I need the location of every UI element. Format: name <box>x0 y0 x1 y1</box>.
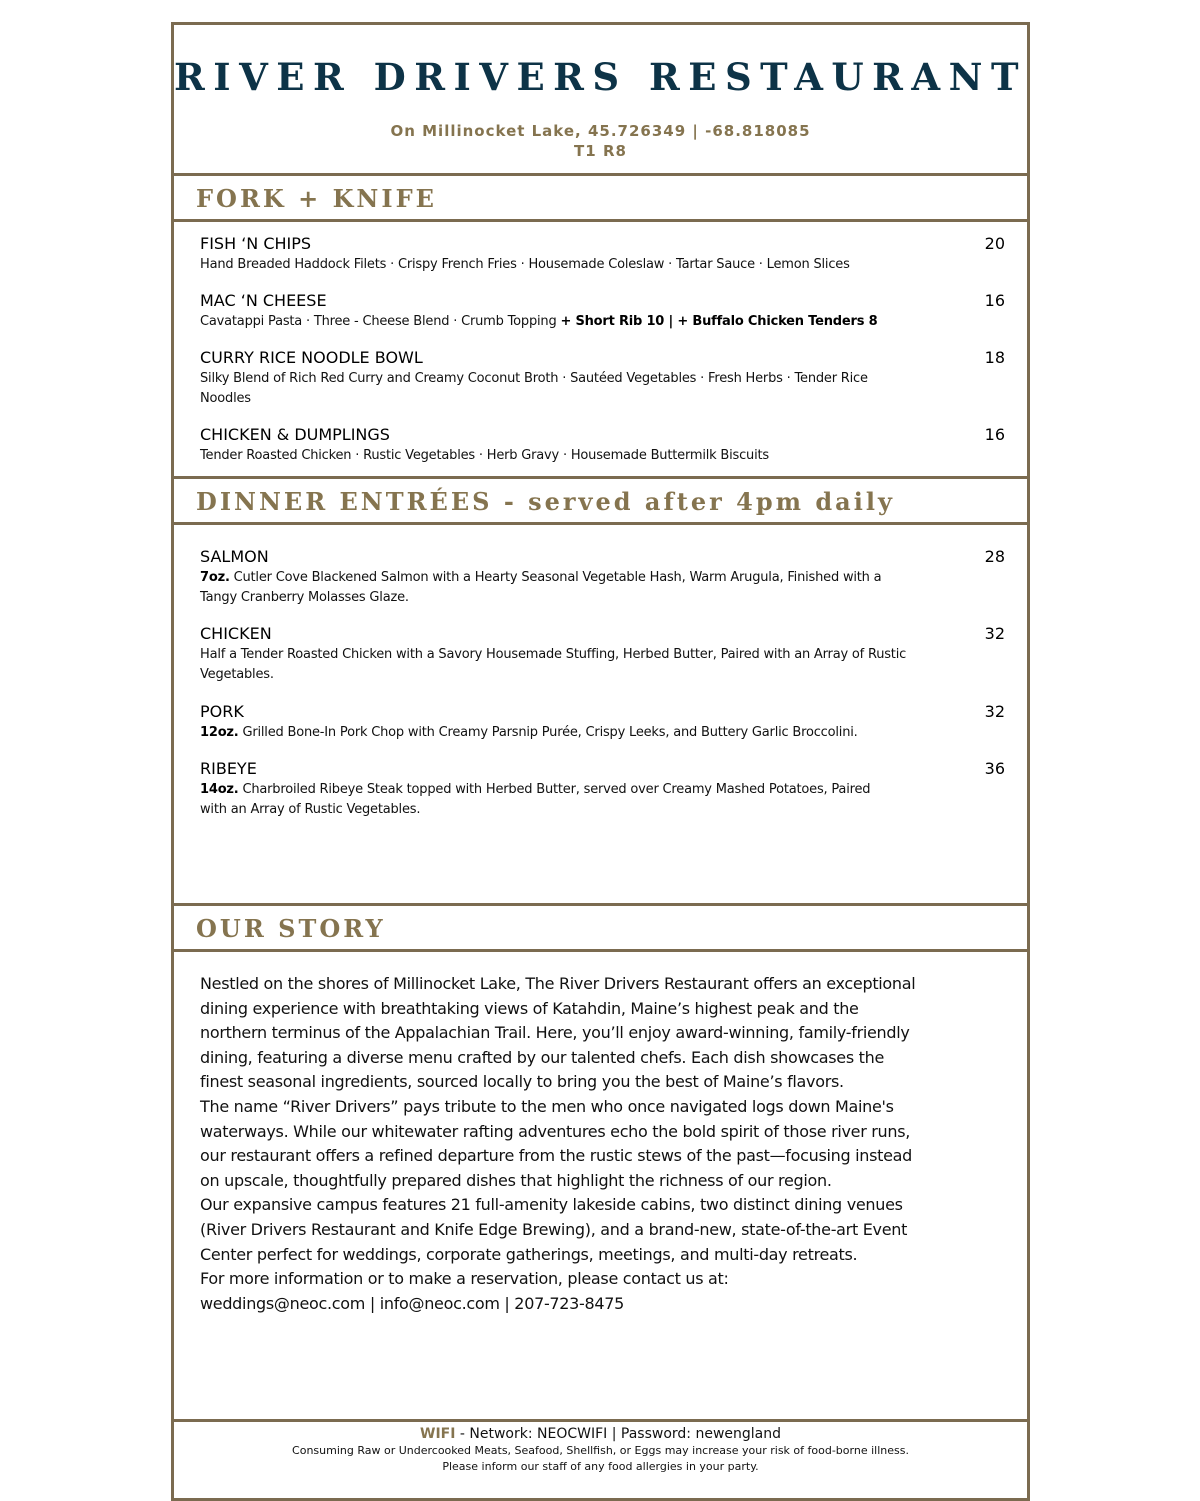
item-add-ons: + Short Rib 10 | + Buffalo Chicken Tenders 8 <box>560 314 878 329</box>
item-name: MAC ‘N CHEESE <box>200 291 327 310</box>
section-header-dinner-entrees <box>174 476 1027 525</box>
section-header-our-story <box>174 903 1027 952</box>
section-title: DINNER ENTRÉES - served after 4pm daily <box>196 487 895 516</box>
item-description <box>200 780 890 820</box>
item-description <box>200 723 960 743</box>
item-description: Hand Breaded Haddock Filets · Crispy French Fries · Housemade Coleslaw · Tartar Sauce · Lemon Slices <box>200 257 850 272</box>
menu-item <box>200 348 1005 409</box>
item-name: FISH ‘N CHIPS <box>200 234 312 253</box>
menu-item <box>200 291 1005 332</box>
item-description: Half a Tender Roasted Chicken with a Savory Housemade Stuffing, Herbed Butter, Paired with an Array of Rustic Vegetables. <box>200 647 907 682</box>
item-name: SALMON <box>200 547 269 566</box>
item-weight: 12oz. <box>200 725 239 740</box>
item-price: 28 <box>984 547 1005 566</box>
allergy-notice: Please inform our staff of any food allergies in your party. <box>442 1460 759 1473</box>
story-paragraph: Nestled on the shores of Millinocket Lake, The River Drivers Restaurant offers an exceptional dining experience with breathtaking views of Katahdin, Maine’s highest peak and the northern terminus of the Appalachian Trail. Here, you’ll enjoy award-winning, family-friendly dining, featuring a diverse menu crafted by our talented chefs. Each dish showcases the finest seasonal ingredients, sourced locally to bring you the best of Maine’s flavors. <box>200 974 916 1092</box>
menu-item <box>200 624 1005 685</box>
menu-item <box>200 547 1005 608</box>
item-description <box>200 312 960 332</box>
menu-header <box>174 25 1027 173</box>
wifi-credentials: - Network: NEOCWIFI | Password: newengland <box>455 1426 781 1442</box>
restaurant-title: RIVER DRIVERS RESTAURANT <box>174 55 1027 99</box>
menu-footer <box>174 1419 1027 1501</box>
story-paragraph: Our expansive campus features 21 full-amenity lakeside cabins, two distinct dining venues (River Drivers Restaurant and Knife Edge Brewing), and a brand-new, state-of-the-art Event Center perfect for weddings, corporate gatherings, meetings, and multi-day retreats. <box>200 1195 908 1264</box>
menu-item <box>200 234 1005 275</box>
item-weight: 7oz. <box>200 570 230 585</box>
section-title: OUR STORY <box>196 914 386 943</box>
menu-item <box>200 759 1005 820</box>
story-paragraph: The name “River Drivers” pays tribute to the men who once navigated logs down Maine's waterways. While our whitewater rafting adventures echo the bold spirit of those river runs, our restaurant offers a refined departure from the rustic stews of the past—focusing instead on upscale, thoughtfully prepared dishes that highlight the richness of our region. <box>200 1096 913 1190</box>
item-name: PORK <box>200 702 244 721</box>
dinner-items <box>174 525 1027 903</box>
section-title: FORK + KNIFE <box>196 184 437 213</box>
item-price: 36 <box>984 759 1005 778</box>
township-line: T1 R8 <box>574 142 627 160</box>
item-price: 16 <box>984 425 1005 444</box>
menu-item <box>200 425 1005 466</box>
item-description <box>200 568 915 608</box>
item-description-text: Cavatappi Pasta · Three - Cheese Blend · Crumb Topping <box>200 314 561 329</box>
item-price: 18 <box>984 348 1005 367</box>
food-safety-disclaimer: Consuming Raw or Undercooked Meats, Seafood, Shellfish, or Eggs may increase your risk of food-borne illness. <box>292 1444 909 1457</box>
item-price: 32 <box>984 624 1005 643</box>
menu-page <box>171 22 1030 1501</box>
item-weight: 14oz. <box>200 782 239 797</box>
fork-knife-items <box>174 222 1027 476</box>
item-name: CHICKEN <box>200 624 272 643</box>
item-description-text: Cutler Cove Blackened Salmon with a Hearty Seasonal Vegetable Hash, Warm Arugula, Finished with a Tangy Cranberry Molasses Glaze. <box>200 570 882 605</box>
item-price: 32 <box>984 702 1005 721</box>
menu-item <box>200 702 1005 743</box>
item-price: 16 <box>984 291 1005 310</box>
item-description-text: Charbroiled Ribeye Steak topped with Herbed Butter, served over Creamy Mashed Potatoes, Paired with an Array of Rustic Vegetables. <box>200 782 871 817</box>
item-name: CHICKEN & DUMPLINGS <box>200 425 390 444</box>
contact-info: weddings@neoc.com | info@neoc.com | 207-723-8475 <box>200 1293 625 1313</box>
item-name: CURRY RICE NOODLE BOWL <box>200 348 423 367</box>
location-info <box>174 121 1027 161</box>
story-text <box>174 952 942 1316</box>
item-description: Silky Blend of Rich Red Curry and Creamy Coconut Broth · Sautéed Vegetables · Fresh Herbs · Tender Rice Noodles <box>200 371 868 406</box>
item-price: 20 <box>984 234 1005 253</box>
item-name: RIBEYE <box>200 759 257 778</box>
location-line: On Millinocket Lake, 45.726349 | -68.818085 <box>390 122 811 140</box>
wifi-label: WIFI <box>420 1426 456 1442</box>
item-description: Tender Roasted Chicken · Rustic Vegetables · Herb Gravy · Housemade Buttermilk Biscuits <box>200 448 769 463</box>
section-header-fork-knife <box>174 173 1027 222</box>
wifi-info <box>174 1425 1027 1443</box>
item-description-text: Grilled Bone-In Pork Chop with Creamy Parsnip Purée, Crispy Leeks, and Buttery Garlic Broccolini. <box>238 725 858 740</box>
story-paragraph: For more information or to make a reservation, please contact us at: <box>200 1269 729 1289</box>
